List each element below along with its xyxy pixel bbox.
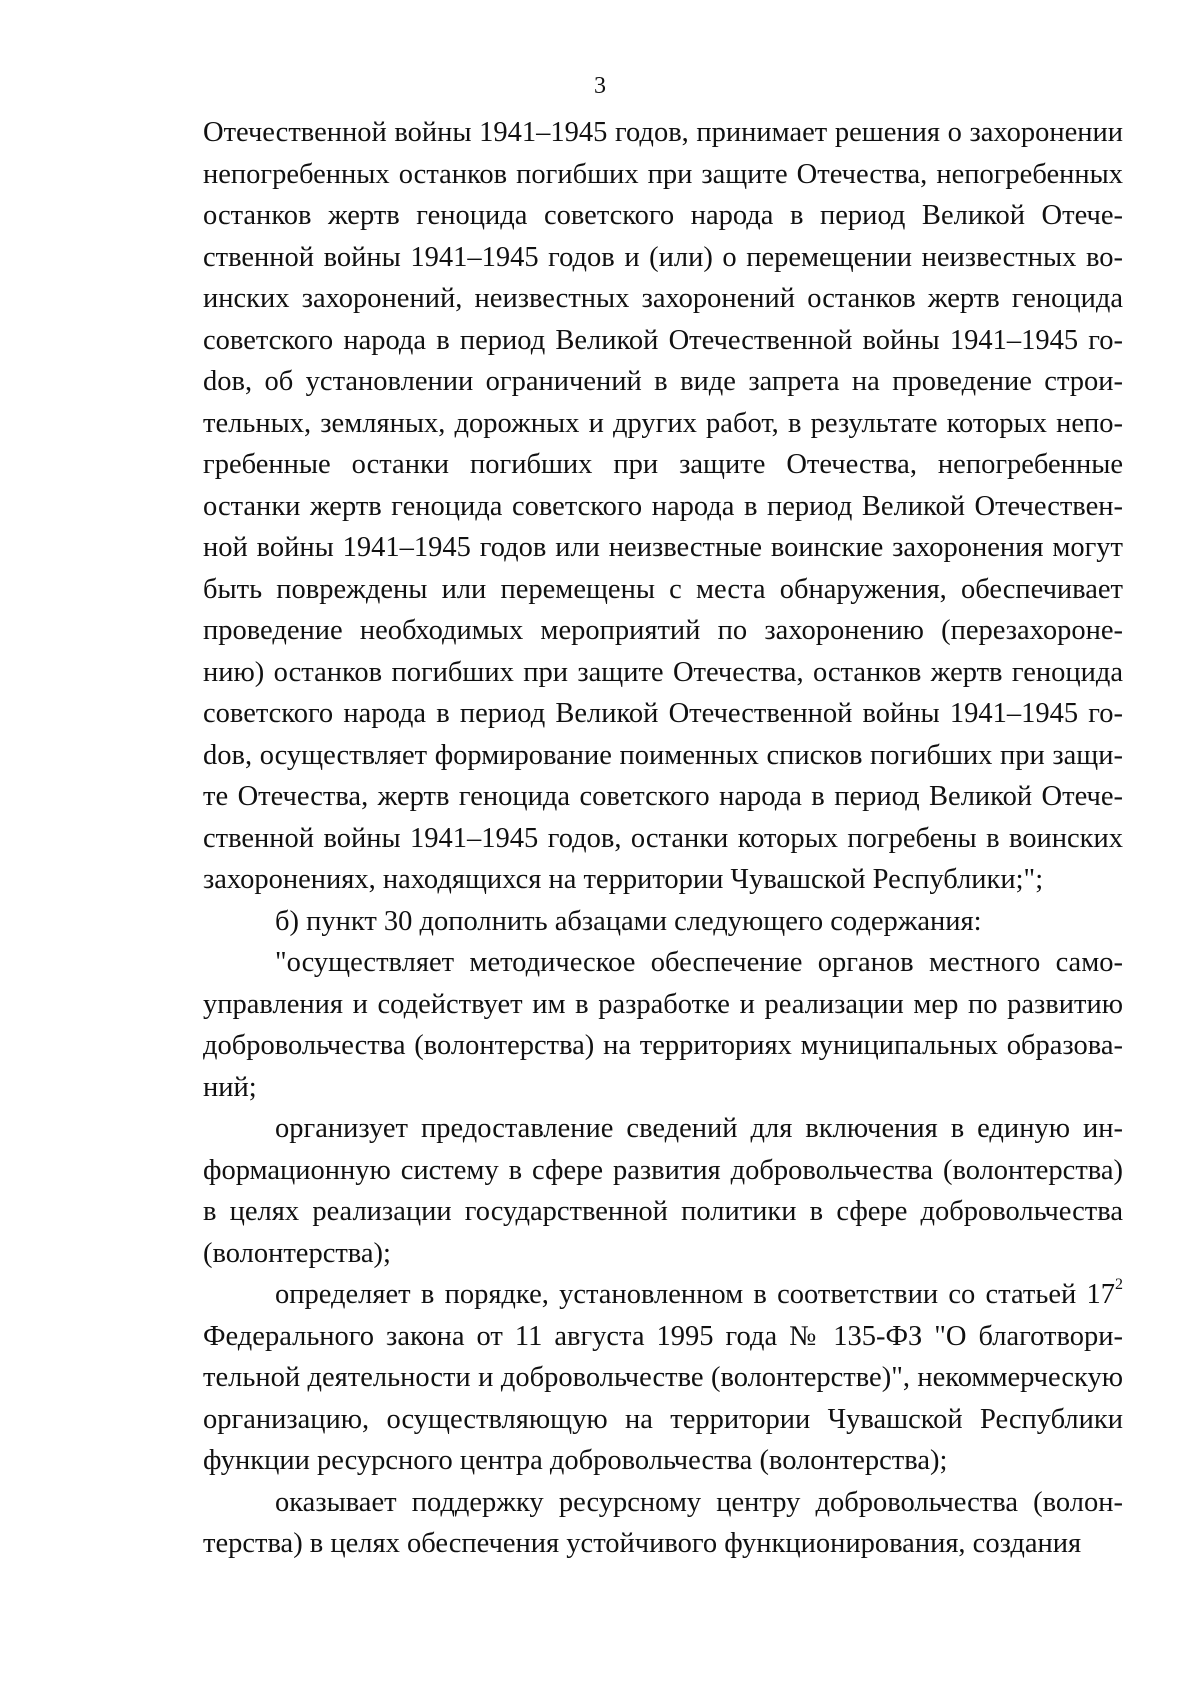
document-body xyxy=(203,112,1123,1565)
paragraph-text-before-superscript: определяет в порядке, установленном в соответствии со статьей 17 xyxy=(275,1279,1115,1310)
paragraph-methodical-support: "осуществляет методическое обеспечение органов местного самоуправления и содействует им в разработке и реализации мер по развитию добровольчества (волонтерства) на территориях муниципальных образований; xyxy=(203,947,1123,1103)
paragraph-resource-center-designation xyxy=(203,1274,1123,1482)
paragraph-subitem-b: б) пункт 30 дополнить абзацами следующего содержания: xyxy=(275,905,982,937)
paragraph-continuation: Отечественной войны 1941–1945 годов, принимает решения о захоронении непогребенных останков погибших при защите Отечества, непогребенных останков жертв геноцида советского народа в период Великой Отечественной войны 1941–1945 годов и (или) о перемещении неизвестных воинских захоронений, неизвестных захоронений останков жертв геноцида советского народа в период Великой Отечественной войны 1941–1945 гоdов, об установлении ограничений в виде запрета на проведение строительных, земляных, дорожных и других работ, в результате которых непогребенные останки погибших при защите Отечества, непогребенные останки жертв геноцида советского народа в период Великой Отечественной войны 1941–1945 годов или неизвестные воинские захоронения могут быть повреждены или перемещены с места обнаружения, обеспечивает проведение необходимых мероприятий по захоронению (перезахоронению) останков погибших при защите Отечества, останков жертв геноцида советского народа в период Великой Отечественной войны 1941–1945 гоdов, осуществляет формирование поименных списков погибших при защите Отечества, жертв геноцида советского народа в период Великой Отечественной войны 1941–1945 годов, останки которых погребены в воинских захоронениях, находящихся на территории Чувашской Республики;"; xyxy=(203,117,1123,895)
page-number: 3 xyxy=(594,73,606,99)
paragraph-information-system: организует предоставление сведений для включения в единую информационную систему в сфере развития добровольчества (волонтерства) в целях реализации государственной политики в сфере добровольчества (волонтерства); xyxy=(203,1113,1123,1269)
paragraph-resource-center-support: оказывает поддержку ресурсному центру добровольчества (волонтерства) в целях обеспечения устойчивого функционирования, создания xyxy=(203,1486,1123,1559)
article-superscript: 2 xyxy=(1115,1276,1123,1293)
paragraph-text-after-superscript: Федерального закона от 11 августа 1995 года № 135-ФЗ "О благотворительной деятельности и добровольчестве (волонтерстве)", некоммерческую организацию, осуществляющую на территории Чувашской Республики функции ресурсного центра добровольчества (волонтерства); xyxy=(203,1320,1123,1476)
